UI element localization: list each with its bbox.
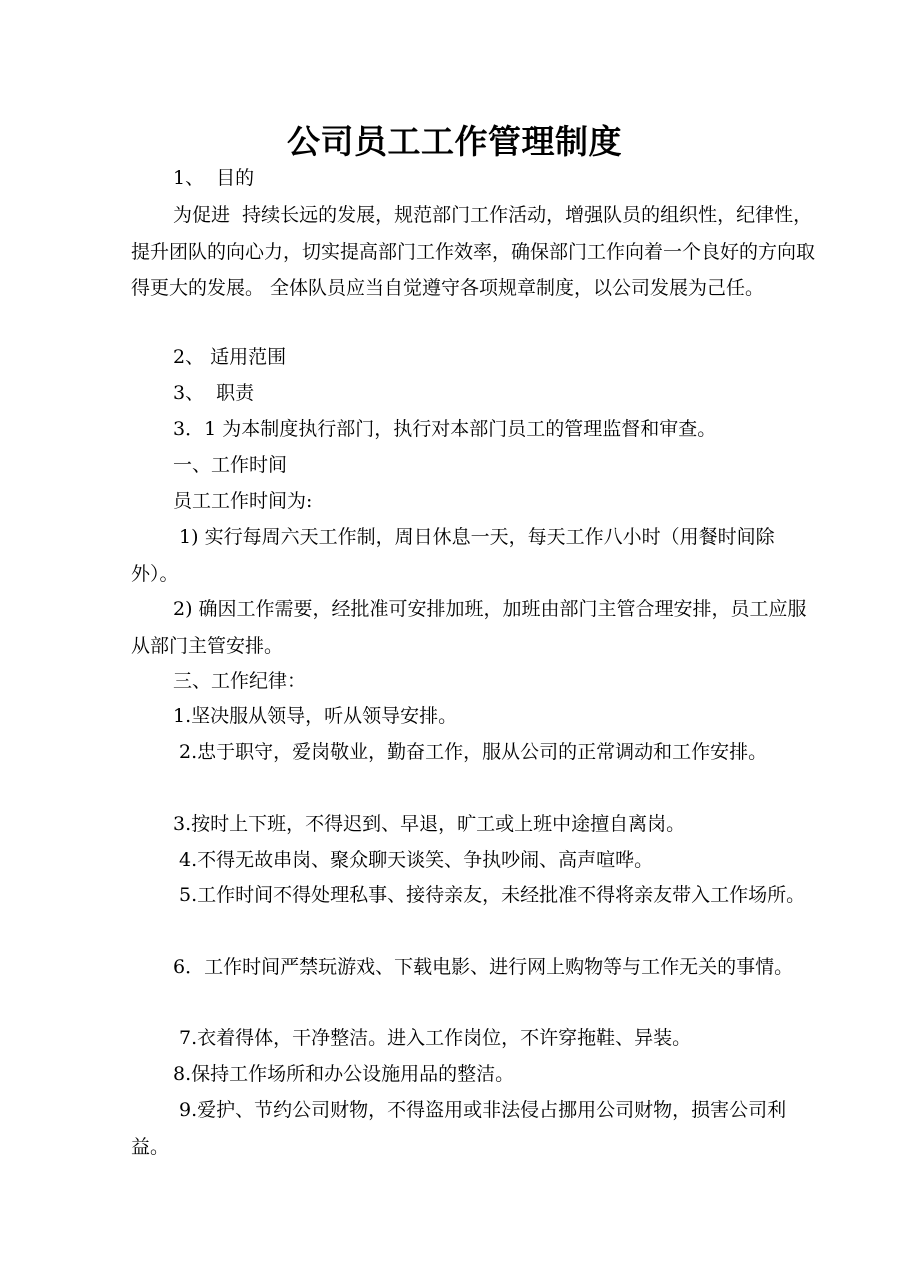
discipline-item-9: 9.爱护、节约公司财物，不得盗用或非法侵占挪用公司财物，损害公司利益。 (131, 1099, 787, 1158)
document-title: 公司员工工作管理制度 (287, 122, 622, 161)
work-hours-intro: 员工工作时间为: (173, 490, 313, 512)
purpose-paragraph: 为促进 持续长远的发展，规范部门工作活动，增强队员的组织性，纪律性，提升团队的向心力，切实提高部门工作效率，确保部门工作向着一个良好的方向取得更大的发展。 全体队员应当自觉遵守各项规章制度，以公司发展为己任。 (131, 204, 816, 299)
duties-paragraph: 3．1 为本制度执行部门，执行对本部门员工的管理监督和审查。 (173, 418, 717, 440)
discipline-item-7: 7.衣着得体，干净整洁。进入工作岗位，不许穿拖鞋、异装。 (173, 1027, 692, 1049)
discipline-item-6: 6．工作时间严禁玩游戏、下载电影、进行网上购物等与工作无关的事情。 (173, 956, 794, 978)
section-heading-work-hours: 一、工作时间 (173, 454, 288, 476)
discipline-item-3: 3.按时上下班，不得迟到、早退，旷工或上班中途擅自离岗。 (173, 813, 686, 835)
discipline-item-5: 5.工作时间不得处理私事、接待亲友，未经批准不得将亲友带入工作场所。 (173, 884, 806, 906)
discipline-item-1: 1.坚决服从领导，听从领导安排。 (173, 705, 458, 727)
section-heading-scope: 2、 适用范围 (173, 346, 287, 368)
discipline-item-4: 4.不得无故串岗、聚众聊天谈笑、争执吵闹、高声喧哗。 (173, 849, 654, 871)
section-heading-discipline: 三、工作纪律： (173, 670, 307, 692)
work-hours-item-1: 1) 实行每周六天工作制，周日休息一天，每天工作八小时（用餐时间除外）。 (131, 526, 775, 585)
discipline-item-2: 2.忠于职守，爱岗敬业，勤奋工作，服从公司的正常调动和工作安排。 (173, 741, 768, 763)
work-hours-item-2: 2) 确因工作需要，经批准可安排加班，加班由部门主管合理安排，员工应服从部门主管安排。 (131, 598, 807, 657)
discipline-item-8: 8.保持工作场所和办公设施用品的整洁。 (173, 1063, 515, 1085)
section-heading-duties: 3、 职责 (173, 382, 255, 404)
section-heading-purpose: 1、 目的 (173, 167, 255, 189)
